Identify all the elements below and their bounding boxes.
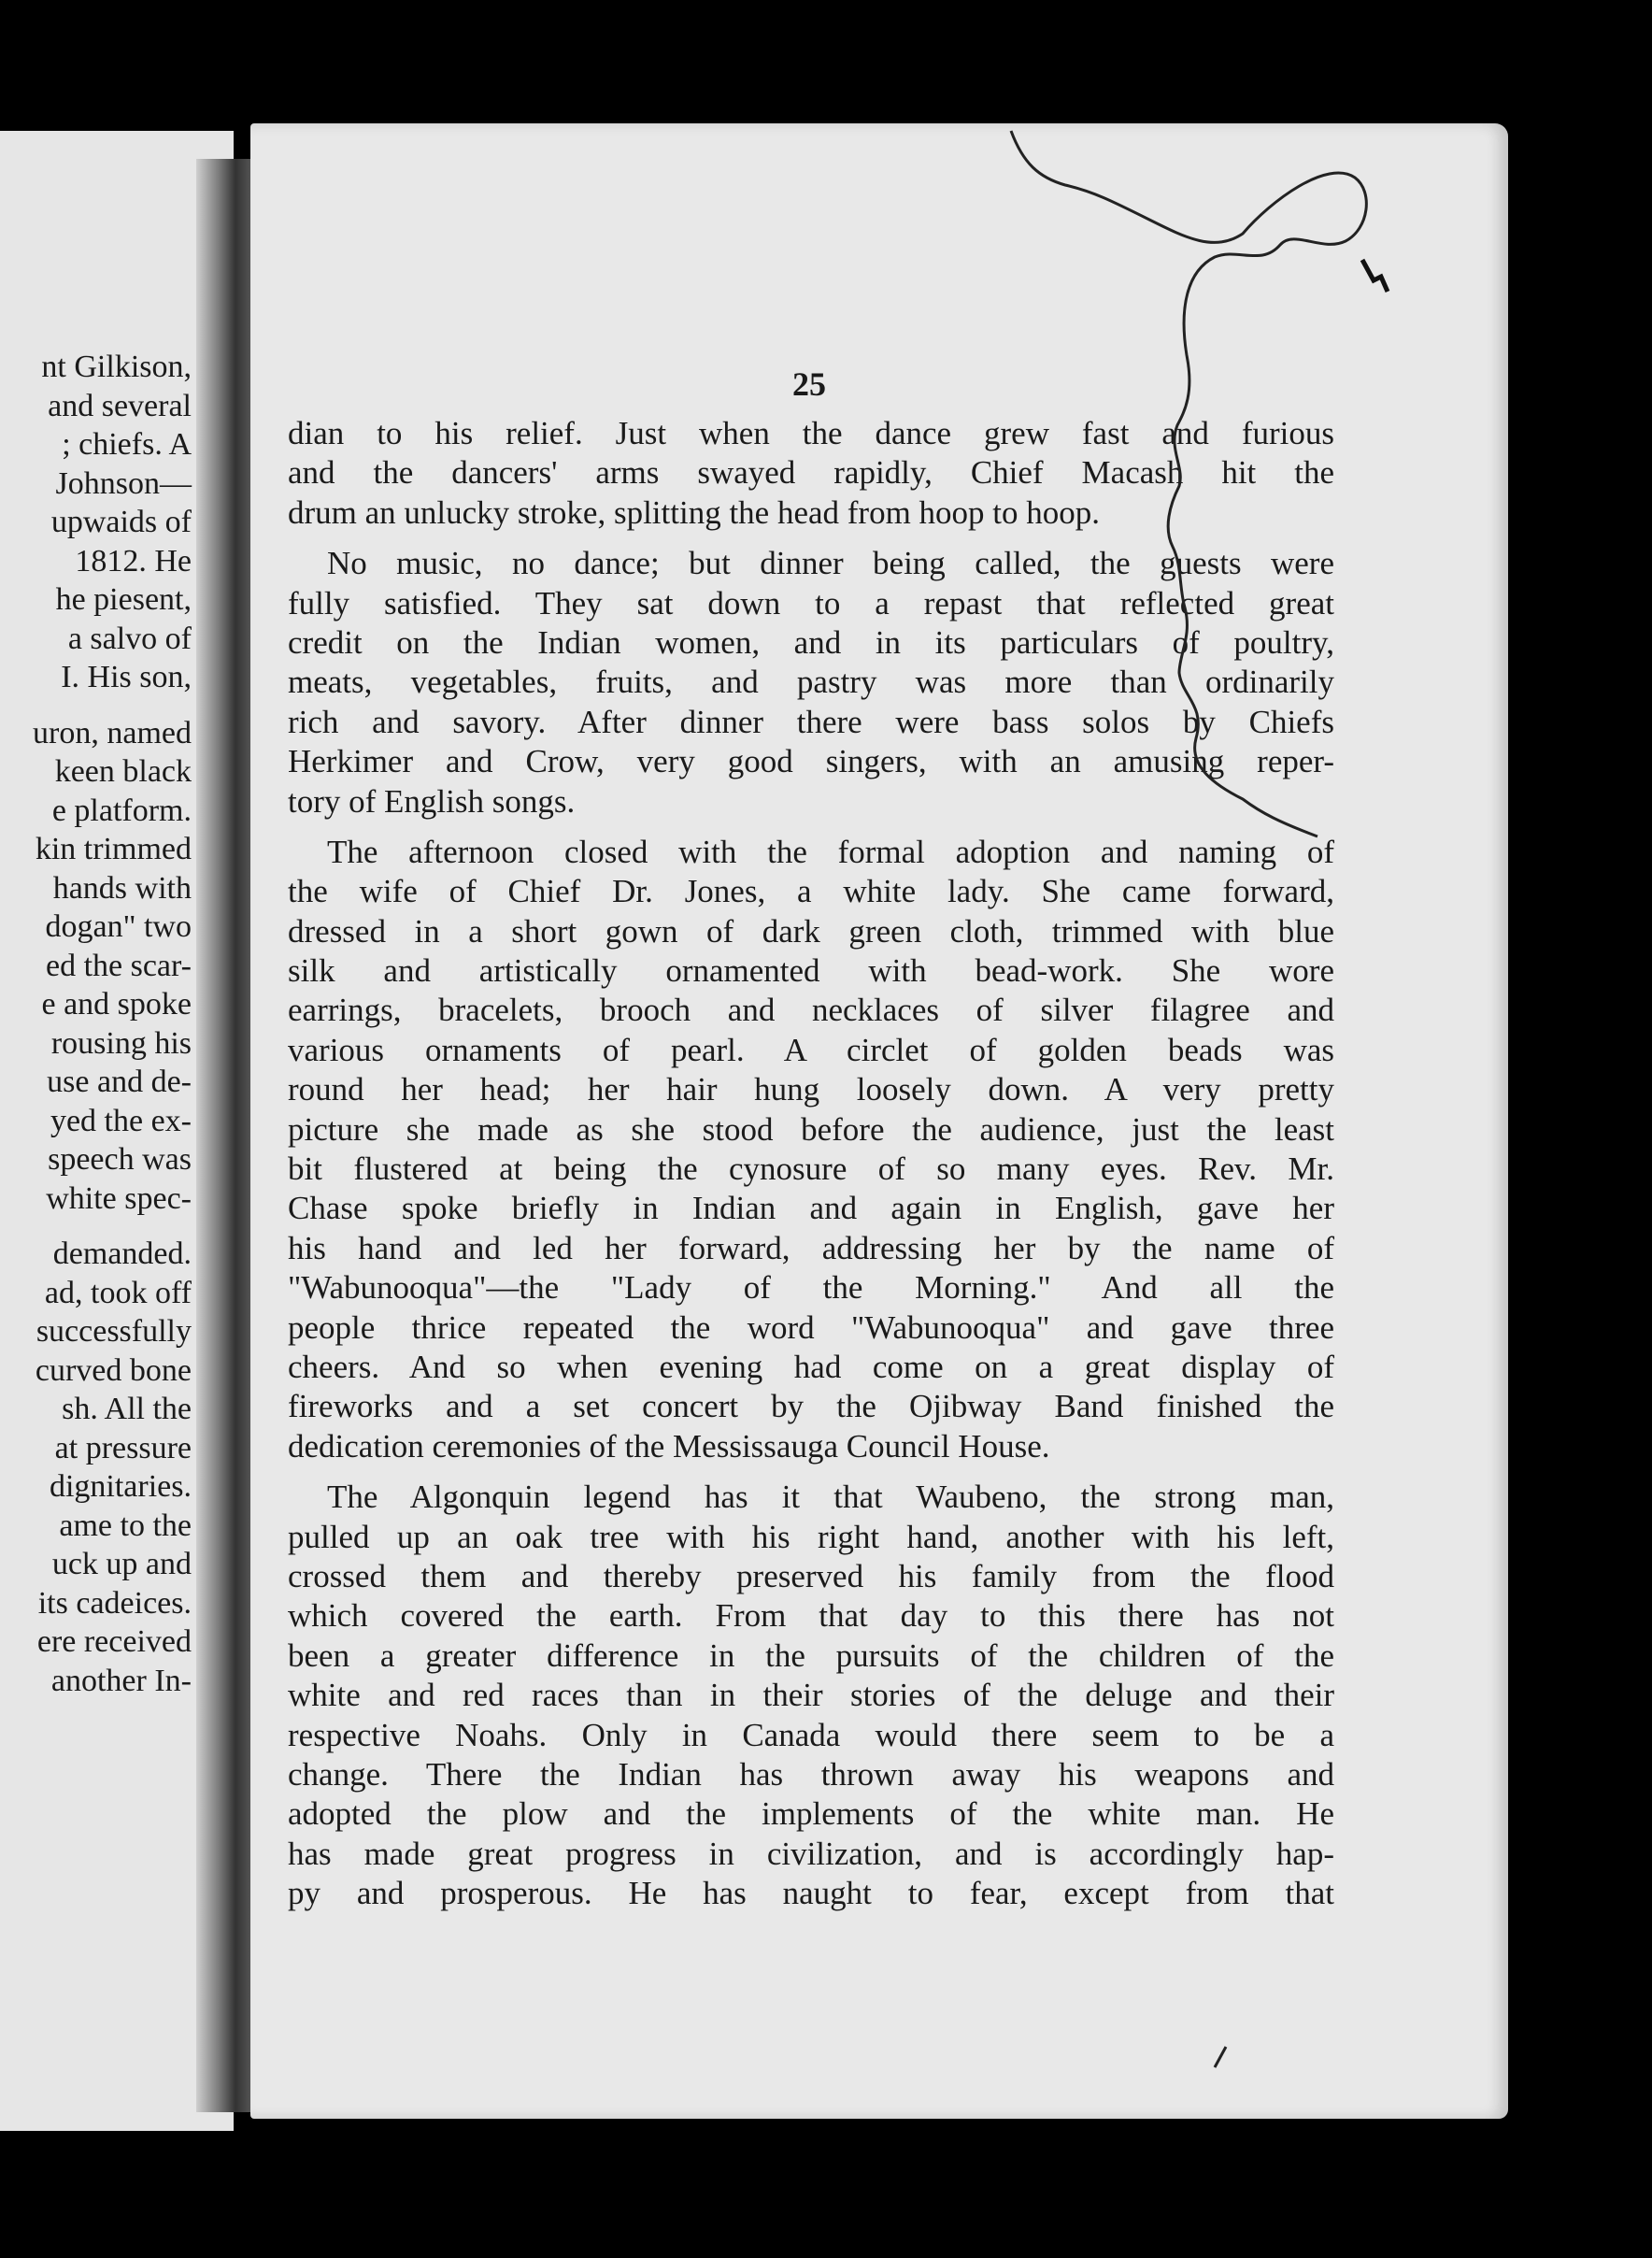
text-line: crossed them and thereby preserved his family from the flood bbox=[288, 1557, 1334, 1594]
left-page-line: 1812. He bbox=[75, 543, 192, 579]
text-line: Herkimer and Crow, very good singers, with an amusing reper- bbox=[288, 743, 1334, 780]
text-line: drum an unlucky stroke, splitting the head from hoop to hoop. bbox=[288, 493, 1101, 531]
left-page-line: I. His son, bbox=[61, 660, 192, 694]
text-line: white and red races than in their stories of the deluge and their bbox=[288, 1677, 1334, 1714]
text-line: dressed in a short gown of dark green cloth, trimmed with blue bbox=[288, 912, 1334, 950]
text-line: rich and savory. After dinner there were bass solos by Chiefs bbox=[288, 703, 1334, 740]
left-page-line: e and spoke bbox=[41, 987, 192, 1022]
left-page-line: sh. All the bbox=[62, 1392, 192, 1426]
left-page-line: uron, named bbox=[33, 715, 192, 750]
text-line: has made great progress in civilization, and is accordingly hap- bbox=[288, 1835, 1334, 1872]
left-page-line: and several bbox=[48, 388, 192, 423]
left-page-line: hands with bbox=[52, 870, 192, 906]
left-page-line: kin trimmed bbox=[35, 832, 192, 866]
left-page-line: uck up and bbox=[51, 1547, 192, 1581]
text-line: dian to his relief. Just when the dance grew fast and furious bbox=[288, 415, 1334, 451]
text-line: meats, vegetables, fruits, and pastry was more than ordinarily bbox=[288, 664, 1334, 701]
text-line: picture she made as she stood before the audience, just the least bbox=[288, 1110, 1334, 1148]
left-page-line: dignitaries. bbox=[49, 1469, 192, 1504]
left-page-line: at pressure bbox=[54, 1430, 192, 1465]
text-line: The Algonquin legend has it that Waubeno, the strong man, bbox=[327, 1479, 1334, 1516]
left-page-line: ame to the bbox=[59, 1508, 192, 1543]
text-line: people thrice repeated the word "Wabunooqua" and gave three bbox=[288, 1308, 1334, 1346]
left-page-line: e platform. bbox=[51, 793, 192, 828]
text-line: No music, no dance; but dinner being called, the guests were bbox=[327, 545, 1334, 582]
text-line: fully satisfied. They sat down to a repast that reflected great bbox=[288, 584, 1334, 622]
text-line: his hand and led her forward, addressing her by the name of bbox=[288, 1229, 1334, 1266]
text-line: been a greater difference in the pursuits of the children of the bbox=[288, 1636, 1334, 1674]
page-number: 25 bbox=[792, 365, 826, 403]
left-page-line: demanded. bbox=[52, 1236, 192, 1271]
left-page-line: Johnson— bbox=[55, 465, 192, 501]
text-line: change. There the Indian has thrown away his weapons and bbox=[288, 1755, 1334, 1793]
text-line: which covered the earth. From that day to this there has not bbox=[288, 1597, 1334, 1635]
left-page-line: its cadeices. bbox=[37, 1585, 192, 1621]
left-page-line: he piesent, bbox=[55, 582, 192, 617]
text-line: credit on the Indian women, and in its particulars of poultry, bbox=[288, 623, 1334, 661]
text-line: pulled up an oak tree with his right hand, another with his left, bbox=[288, 1518, 1334, 1555]
left-page-line: keen black bbox=[54, 754, 192, 789]
left-page-line: white spec- bbox=[46, 1180, 192, 1216]
text-line: The afternoon closed with the formal adoption and naming of bbox=[327, 833, 1334, 870]
left-page-line: successfully bbox=[36, 1314, 192, 1349]
left-page-line: curved bone bbox=[35, 1352, 192, 1388]
left-page-line: upwaids of bbox=[50, 505, 192, 539]
text-line: earrings, bracelets, brooch and necklaces of silver filagree and bbox=[288, 992, 1334, 1029]
text-line: Chase spoke briefly in Indian and again in English, gave her bbox=[288, 1190, 1334, 1227]
text-line: "Wabunooqua"—the "Lady of the Morning." And all the bbox=[288, 1269, 1334, 1307]
text-line: adopted the plow and the implements of the white man. He bbox=[288, 1795, 1334, 1833]
left-page-line: ed the scar- bbox=[45, 948, 192, 983]
left-page-line: rousing his bbox=[50, 1025, 192, 1061]
text-line: the wife of Chief Dr. Jones, a white lady. She came forward, bbox=[288, 873, 1334, 910]
left-page-line: a salvo of bbox=[67, 621, 192, 656]
left-page-line: ad, took off bbox=[44, 1275, 192, 1310]
text-line: silk and artistically ornamented with bead-work. She wore bbox=[288, 952, 1334, 990]
left-page-line: use and de- bbox=[47, 1065, 192, 1099]
text-line: respective Noahs. Only in Canada would there seem to be a bbox=[288, 1716, 1334, 1753]
left-page-line: another In- bbox=[50, 1663, 192, 1698]
text-line: tory of English songs. bbox=[288, 782, 576, 820]
text-line: dedication ceremonies of the Messissauga Council House. bbox=[288, 1427, 1050, 1465]
text-line: various ornaments of pearl. A circlet of golden beads was bbox=[288, 1031, 1334, 1068]
left-page-line: ere received bbox=[36, 1624, 192, 1659]
text-line: bit flustered at being the cynosure of so many eyes. Rev. Mr. bbox=[288, 1150, 1334, 1188]
left-page-line: speech was bbox=[48, 1142, 192, 1177]
text-line: fireworks and a set concert by the Ojibway Band finished the bbox=[288, 1388, 1334, 1425]
left-page-line: nt Gilkison, bbox=[41, 350, 192, 384]
text-line: round her head; her hair hung loosely down. A very pretty bbox=[288, 1071, 1334, 1108]
text-line: and the dancers' arms swayed rapidly, Chief Macash hit the bbox=[288, 454, 1334, 492]
left-page-line: yed the ex- bbox=[50, 1103, 192, 1138]
left-page-line: ; chiefs. A bbox=[62, 427, 192, 462]
text-line: cheers. And so when evening had come on a great display of bbox=[288, 1348, 1334, 1385]
left-page-line: dogan" two bbox=[45, 909, 192, 944]
text-line: py and prosperous. He has naught to fear, except from that bbox=[288, 1875, 1334, 1912]
